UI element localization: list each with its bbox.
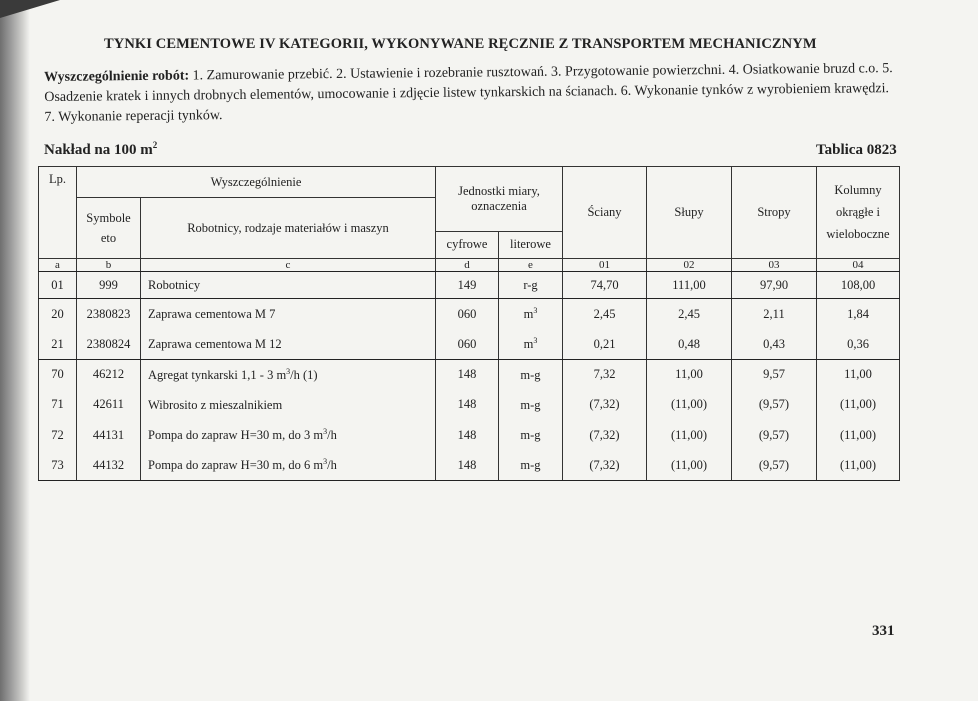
header-stropy: Stropy [732,167,817,259]
header-literowe: literowe [499,231,563,258]
row-lp: 20 [39,299,77,329]
row-name-exp: 3 [323,457,328,466]
row-name-text: Zaprawa cementowa M 12 [148,337,282,352]
header-jednostki: Jednostki miary, oznaczenia [436,167,563,232]
table-row [39,272,900,299]
header-lp: Lp. [39,167,77,259]
description-label: Wyszczególnienie robót: [44,68,190,85]
header-row-1 [39,167,900,198]
table-row [39,299,900,329]
row-cyfrowe: 148 [436,390,499,420]
row-cyfrowe: 060 [436,299,499,329]
header-symbole: Symbole eto [77,198,141,258]
row-kolumny: (11,00) [817,450,900,480]
row-slupy: 111,00 [647,272,732,299]
row-cyfrowe: 149 [436,272,499,299]
row-name [141,359,436,389]
table-number: Tablica 0823 [816,142,897,158]
column-letter: 04 [817,258,900,272]
row-name [141,390,436,420]
column-letter: e [499,258,563,272]
row-sciany: 2,45 [563,299,647,329]
row-literowe [499,329,563,359]
column-letter: 01 [563,258,647,272]
row-name-text: Pompa do zapraw H=30 m, do 6 m [148,458,324,473]
row-lp: 01 [39,272,77,299]
row-cyfrowe: 148 [436,450,499,480]
row-symbol: 2380824 [77,329,141,359]
row-literowe [499,272,563,299]
norms-table [38,166,900,481]
row-literowe [499,390,563,420]
row-kolumny: 0,36 [817,329,900,359]
column-letter: d [436,258,499,272]
row-lit-exp: 3 [533,306,538,316]
header-wyszczegolnienie: Wyszczególnienie [77,167,436,198]
header-slupy: Słupy [647,167,732,259]
row-sciany: 74,70 [563,272,647,299]
column-letter: a [39,258,77,272]
table-row [39,450,900,480]
book-binding-shadow [0,0,30,701]
row-lit-exp: 3 [533,335,538,345]
row-name-tail: /h (1) [290,367,318,382]
page-number: 331 [872,623,895,639]
row-sciany: 0,21 [563,329,647,359]
row-literowe [499,359,563,389]
row-name-text: Robotnicy [148,278,201,293]
header-sciany: Ściany [563,167,647,259]
row-lit-text: m-g [520,397,541,412]
row-name-text: Agregat tynkarski 1,1 - 3 m [148,367,287,382]
row-stropy: (9,57) [732,390,817,420]
row-lit-text: m-g [520,367,541,382]
row-symbol: 999 [77,272,141,299]
row-lit-text: m-g [520,428,541,443]
row-name [141,420,436,450]
header-robotnicy: Robotnicy, rodzaje materiałów i maszyn [141,198,436,258]
row-lit-text: m-g [520,458,541,473]
row-lp: 71 [39,390,77,420]
row-name [141,272,436,299]
column-letter: b [77,258,141,272]
row-stropy: 97,90 [732,272,817,299]
description-text: 1. Zamurowanie przebić. 2. Ustawienie i rozebranie rusztowań. 3. Przygotowanie powierzchni. 4. Osiatkowanie bruzd c.o. 5. Osadzenie kratek i innych drobnych elementów, umocowanie i zdjęcie listew tynkarskich na ścianach. 6. Wykonanie tynków z wyrobieniem krawędzi. 7. Wykonanie reperacji tynków. [44,61,893,125]
row-lp: 72 [39,420,77,450]
header-kolumny: Kolumny okrągłe i wieloboczne [817,167,900,259]
row-symbol: 42611 [77,390,141,420]
row-slupy: 11,00 [647,359,732,389]
row-literowe [499,299,563,329]
row-name-exp: 3 [286,366,291,376]
naklad-label [44,140,157,159]
row-name [141,299,436,329]
row-kolumny: 1,84 [817,299,900,329]
row-name-tail: /h [327,428,337,443]
row-cyfrowe: 060 [436,329,499,359]
row-name [141,450,436,480]
header-cyfrowe: cyfrowe [436,231,499,258]
row-slupy: (11,00) [647,390,732,420]
row-kolumny: (11,00) [817,420,900,450]
row-slupy: 2,45 [647,299,732,329]
row-name [141,329,436,359]
row-lp: 21 [39,329,77,359]
column-letter: c [141,258,436,272]
naklad-exponent: 2 [152,140,158,150]
page-title: TYNKI CEMENTOWE IV KATEGORII, WYKONYWANE RĘCZNIE Z TRANSPORTEM MECHANICZNYM [104,36,817,52]
table-row [39,329,900,359]
row-sciany: 7,32 [563,359,647,389]
row-kolumny: 11,00 [817,359,900,389]
row-stropy: (9,57) [732,420,817,450]
row-lp: 73 [39,450,77,480]
row-kolumny: 108,00 [817,272,900,299]
row-stropy: 0,43 [732,329,817,359]
row-name-text: Wibrosito z mieszalnikiem [148,397,283,412]
row-symbol: 44132 [77,450,141,480]
table-row [39,420,900,450]
row-name-text: Zaprawa cementowa M 7 [148,307,276,322]
row-stropy: (9,57) [732,450,817,480]
row-stropy: 2,11 [732,299,817,329]
row-name-tail: /h [327,458,337,473]
works-description [44,59,901,128]
column-letter: 02 [647,258,732,272]
table-row [39,390,900,420]
row-literowe [499,450,563,480]
row-stropy: 9,57 [732,359,817,389]
row-lp: 70 [39,359,77,389]
row-cyfrowe: 148 [436,359,499,389]
row-sciany: (7,32) [563,420,647,450]
row-slupy: 0,48 [647,329,732,359]
page-corner-shadow [0,0,60,18]
column-letter: 03 [732,258,817,272]
row-name-exp: 3 [323,426,328,436]
row-lit-text: m [523,337,534,352]
row-literowe [499,420,563,450]
row-name-text: Pompa do zapraw H=30 m, do 3 m [148,428,324,443]
naklad-text: Nakład na 100 m [44,142,153,158]
row-symbol: 2380823 [77,299,141,329]
row-sciany: (7,32) [563,390,647,420]
row-lit-text: r-g [523,278,538,293]
row-slupy: (11,00) [647,450,732,480]
row-sciany: (7,32) [563,450,647,480]
row-cyfrowe: 148 [436,420,499,450]
column-letters-row [39,258,900,272]
table-row [39,359,900,389]
row-kolumny: (11,00) [817,390,900,420]
row-symbol: 46212 [77,359,141,389]
row-slupy: (11,00) [647,420,732,450]
row-lit-text: m [523,307,534,322]
row-symbol: 44131 [77,420,141,450]
